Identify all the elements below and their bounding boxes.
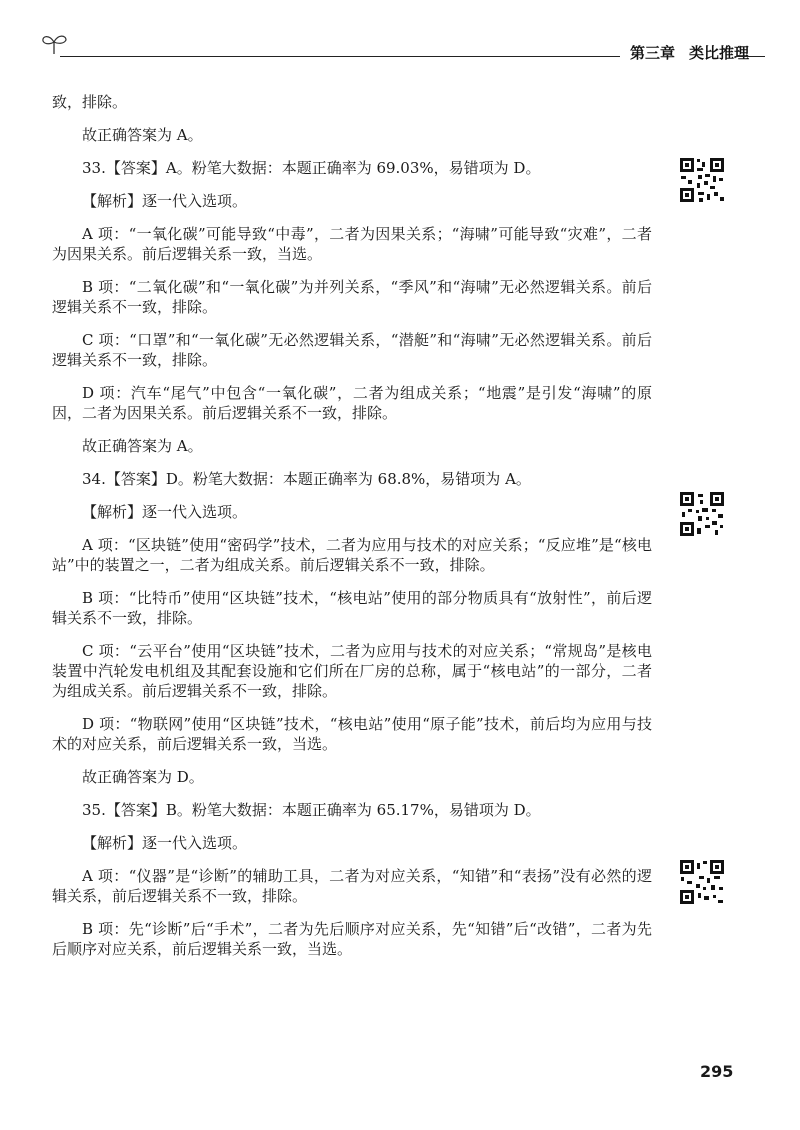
option-d: D 项：汽车“尾气”中包含“一氧化碳”，二者为组成关系；“地震”是引发“海啸”的原因，二者为因果关系。前后逻辑关系不一致，排除。 xyxy=(52,384,652,422)
chapter-name: 类比推理 xyxy=(689,44,750,62)
option-b: B 项：先“诊断”后“手术”，二者为先后顺序对应关系，先“知错”后“改错”，二者为先后顺序对应关系，前后逻辑关系一致，当选。 xyxy=(52,920,652,958)
conclusion: 故正确答案为 D。 xyxy=(82,768,204,786)
option-a: A 项：“仪器”是“诊断”的辅助工具，二者为对应关系，“知错”和“表扬”没有必然的逻辑关系，前后逻辑关系不一致，排除。 xyxy=(52,867,652,905)
header-rule-right xyxy=(735,56,765,57)
answer-34: 34.【答案】D。粉笔大数据：本题正确率为 68.8%，易错项为 A。 xyxy=(82,470,531,488)
answer-33: 33.【答案】A。粉笔大数据：本题正确率为 69.03%，易错项为 D。 xyxy=(82,159,541,177)
option-b: B 项：“二氧化碳”和“一氧化碳”为并列关系，“季风”和“海啸”无必然逻辑关系。前后逻辑关系不一致，排除。 xyxy=(52,278,652,316)
conclusion: 故正确答案为 A。 xyxy=(82,437,203,455)
analysis-heading: 【解析】逐一代入选项。 xyxy=(82,834,248,852)
option-d: D 项：“物联网”使用“区块链”技术，“核电站”使用“原子能”技术，前后均为应用与技术的对应关系，前后逻辑关系一致，当选。 xyxy=(52,715,652,753)
page-header xyxy=(40,30,765,70)
option-a: A 项：“区块链”使用“密码学”技术，二者为应用与技术的对应关系；“反应堆”是“核电站”中的装置之一，二者为组成关系。前后逻辑关系不一致，排除。 xyxy=(52,536,652,574)
page-number: 295 xyxy=(700,1062,734,1081)
chapter-number: 第三章 xyxy=(630,44,676,62)
paragraph: 致，排除。 xyxy=(52,93,128,111)
qr-code-icon[interactable] xyxy=(678,156,726,204)
chapter-title xyxy=(630,42,763,63)
paragraph: 故正确答案为 A。 xyxy=(82,126,203,144)
analysis-heading: 【解析】逐一代入选项。 xyxy=(82,192,248,210)
option-c: C 项：“云平台”使用“区块链”技术，二者为应用与技术的对应关系；“常规岛”是核电装置中汽轮发电机组及其配套设施和它们所在厂房的总称，属于“核电站”的一部分，二者为组成关系。前后逻辑关系不一致，排除。 xyxy=(52,642,652,700)
qr-code-icon[interactable] xyxy=(678,490,726,538)
answer-35: 35.【答案】B。粉笔大数据：本题正确率为 65.17%，易错项为 D。 xyxy=(82,801,541,819)
option-c: C 项：“口罩”和“一氧化碳”无必然逻辑关系，“潜艇”和“海啸”无必然逻辑关系。前后逻辑关系不一致，排除。 xyxy=(52,331,652,369)
qr-code-icon[interactable] xyxy=(678,858,726,906)
option-b: B 项：“比特币”使用“区块链”技术，“核电站”使用的部分物质具有“放射性”，前后逻辑关系不一致，排除。 xyxy=(52,589,652,627)
analysis-heading: 【解析】逐一代入选项。 xyxy=(82,503,248,521)
option-a: A 项：“一氧化碳”可能导致“中毒”，二者为因果关系；“海啸”可能导致“灾难”，二者为因果关系。前后逻辑关系一致，当选。 xyxy=(52,225,652,263)
header-rule-left xyxy=(60,56,620,57)
page-body xyxy=(52,92,652,972)
